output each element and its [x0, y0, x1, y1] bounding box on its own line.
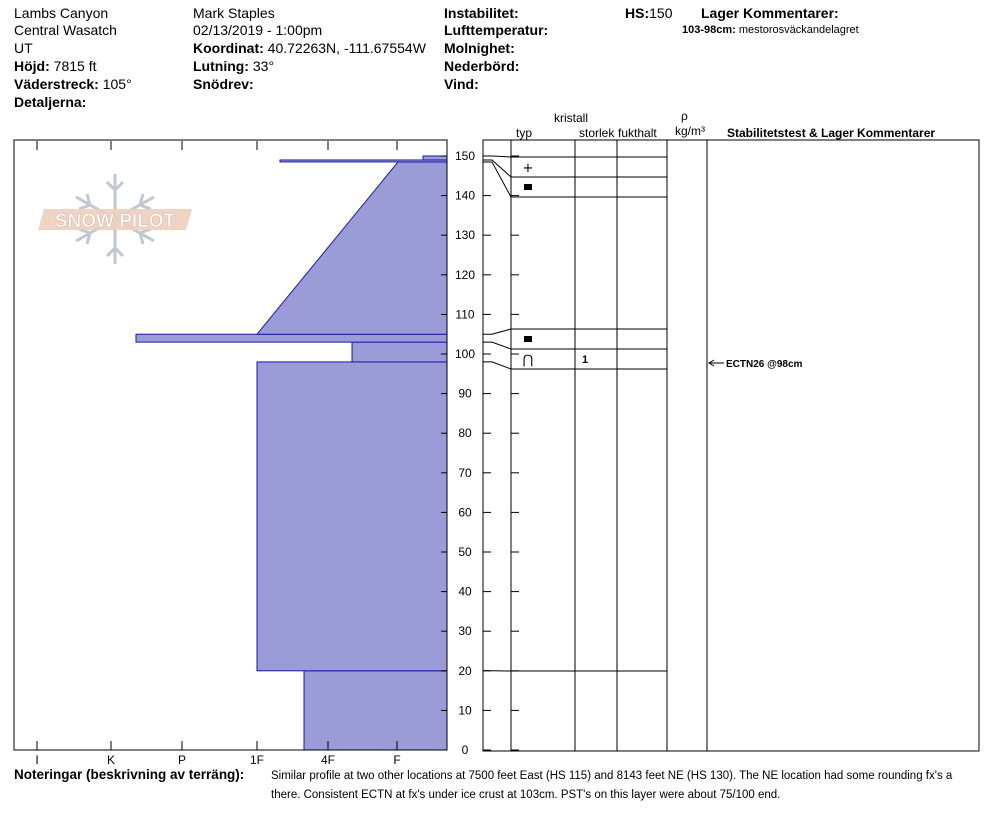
grain-type-symbol: ⋂: [522, 353, 534, 368]
layer-comment-text: mestorosväckandelagret: [738, 24, 859, 36]
coord-label: Koordinat:: [193, 40, 264, 56]
col-crystal-header: kristall: [554, 111, 589, 125]
layer-connector: [483, 329, 511, 334]
hardness-label: 1F: [249, 753, 265, 767]
notes-line-1: Similar profile at two other locations at 7500 feet East (HS 115) and 8143 feet NE (HS 130). The NE location had some rounding fx's a: [271, 770, 953, 782]
grain-type-symbol: [524, 336, 532, 342]
depth-label: 0: [461, 743, 469, 757]
layer-comments-title: Lager Kommentarer:: [701, 5, 839, 21]
grain-type-symbol: +: [522, 161, 534, 176]
hardness-label: P: [177, 753, 187, 767]
col-size-header: storlek: [579, 126, 615, 140]
snowpilot-logo: [38, 174, 192, 264]
logo-text: SNOW PILOT: [54, 211, 176, 232]
state-name: UT: [14, 40, 33, 56]
hardness-label: 4F: [320, 753, 336, 767]
depth-label: 20: [458, 663, 472, 678]
hardness-label: I: [35, 753, 39, 767]
grain-size-value: 1: [582, 354, 589, 366]
hs-value: 150: [649, 5, 673, 21]
hardness-layers: [136, 156, 447, 750]
grain-type-symbol: [524, 184, 532, 190]
airtemp-label: Lufttemperatur:: [444, 22, 549, 38]
layer-connector: [483, 342, 511, 349]
hardness-label: K: [106, 753, 116, 767]
layer-connector: [483, 156, 511, 157]
cloud-label: Molnighet:: [444, 40, 515, 56]
layer-table-frame: [483, 140, 979, 751]
depth-label: 30: [458, 624, 472, 639]
depth-axis: [441, 149, 519, 757]
hardness-layer: [136, 334, 447, 342]
col-stability-header: Stabilitetstest & Lager Kommentarer: [727, 126, 936, 140]
location-name: Lambs Canyon: [14, 5, 109, 21]
depth-label: 60: [458, 505, 472, 520]
col-density-header: kg/m³: [675, 124, 705, 138]
depth-label: 40: [458, 584, 472, 599]
depth-label: 80: [458, 426, 472, 441]
depth-label: 90: [458, 386, 472, 401]
depth-label: 130: [454, 228, 476, 243]
precip-label: Nederbörd:: [444, 58, 520, 74]
depth-label: 140: [454, 188, 476, 203]
aspect-value: 105°: [102, 76, 132, 92]
stability-test-label: ECTN26 @98cm: [726, 359, 803, 370]
depth-label: 70: [458, 465, 472, 480]
depth-label: 120: [454, 267, 476, 282]
drift-label: Snödrev:: [193, 76, 254, 92]
notes-label: Noteringar (beskrivning av terräng):: [14, 767, 245, 782]
hardness-layer: [257, 162, 447, 334]
instability-label: Instabilitet:: [444, 5, 519, 21]
hardness-layer: [280, 160, 447, 162]
col-moisture-header: fukthalt: [618, 126, 657, 140]
hs-label: HS:: [625, 5, 650, 21]
hardness-layer: [423, 156, 447, 160]
layer-connector: [483, 162, 511, 197]
hardness-layer: [257, 362, 447, 671]
hardness-layer: [352, 342, 447, 362]
elevation-label: Höjd:: [14, 58, 50, 74]
aspect-label: Väderstreck:: [14, 76, 99, 92]
col-rho-header: ρ: [681, 109, 688, 123]
depth-label: 10: [458, 703, 472, 718]
column-dividers: [511, 140, 707, 751]
col-type-header: typ: [516, 126, 533, 140]
slope-value: 33°: [252, 58, 275, 74]
depth-label: 150: [454, 149, 476, 163]
layer-connector: [483, 160, 511, 177]
depth-label: 50: [458, 545, 472, 559]
layer-comment-depth: 103-98cm:: [682, 24, 736, 36]
grain-symbols: [523, 161, 589, 368]
slope-label: Lutning:: [193, 58, 249, 74]
wind-label: Vind:: [444, 76, 479, 92]
notes-line-2: there. Consistent ECTN at fx's under ice crust at 103cm. PST's on this layer were about 75/100 end.: [271, 789, 781, 801]
details-label: Detaljerna:: [14, 94, 87, 110]
coord-value: 40.72263N, -111.67554W: [267, 40, 426, 56]
observer-name: Mark Staples: [193, 5, 275, 21]
hardness-label: F: [393, 753, 401, 767]
elevation-value: 7815 ft: [53, 58, 97, 74]
stability-markers: [709, 359, 803, 370]
observation-datetime: 02/13/2019 - 1:00pm: [193, 22, 323, 38]
range-name: Central Wasatch: [14, 22, 117, 38]
depth-label: 100: [454, 347, 476, 361]
layer-connector: [483, 362, 511, 369]
depth-label: 110: [455, 307, 475, 322]
hardness-layer: [304, 671, 447, 750]
